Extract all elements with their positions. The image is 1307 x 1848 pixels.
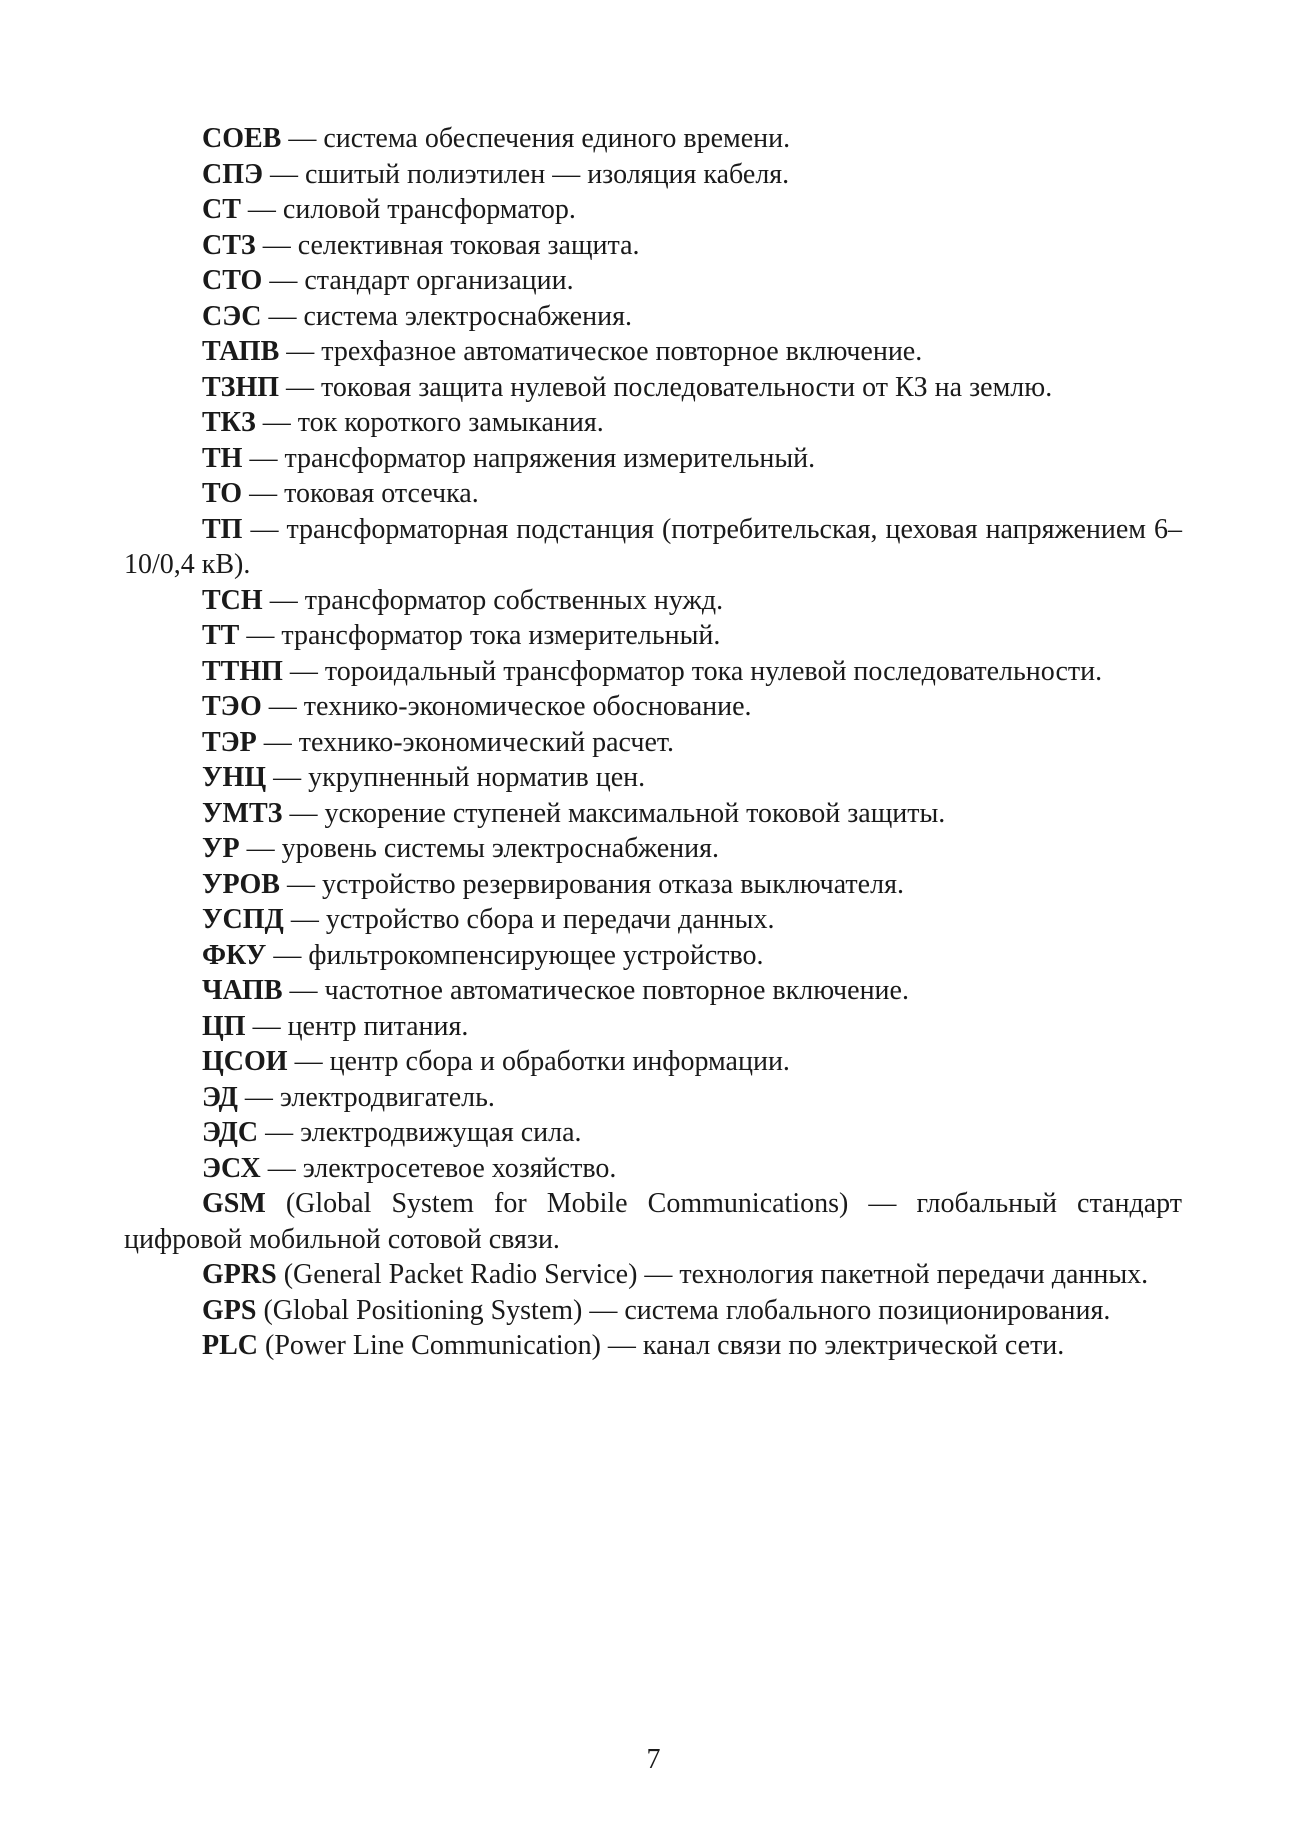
page-number: 7 [646, 1744, 661, 1775]
abbreviation-entry [124, 512, 1182, 583]
abbreviation-entry [124, 1257, 1182, 1293]
abbreviation-term: PLC [202, 1330, 258, 1361]
abbreviation-entry [124, 1328, 1182, 1364]
abbreviation-term: ТО [202, 478, 243, 509]
abbreviation-definition: — центр сбора и обработки информации. [287, 1046, 790, 1077]
abbreviation-entry [124, 902, 1182, 938]
abbreviation-definition: — ускорение ступеней максимальной токовой защиты. [282, 797, 946, 829]
abbreviation-definition: — частотное автоматическое повторное включение. [282, 975, 909, 1006]
abbreviation-entry [124, 476, 1182, 512]
abbreviation-term: УРОВ [202, 868, 280, 900]
abbreviation-term: ТЭО [202, 691, 262, 722]
abbreviation-definition: — трансформатор напряжения измерительный. [242, 442, 816, 474]
abbreviation-definition: — система обеспечения единого времени. [281, 123, 791, 154]
abbreviation-term: ЭДС [202, 1117, 259, 1148]
abbreviation-entry [124, 1115, 1182, 1151]
abbreviation-entry [124, 192, 1182, 228]
abbreviation-term: GSM [202, 1188, 266, 1219]
abbreviation-definition: — трансформаторная подстанция (потребительская, цеховая напряжением 6–10/0,4 кВ). [124, 513, 1182, 580]
abbreviation-entry [124, 938, 1182, 974]
abbreviation-term: СЭС [202, 300, 262, 332]
abbreviation-entry [124, 334, 1182, 370]
abbreviation-entry [124, 796, 1182, 832]
abbreviation-term: УР [202, 833, 240, 864]
abbreviation-definition: — ток короткого замыкания. [255, 407, 604, 438]
abbreviation-term: ФКУ [202, 939, 267, 971]
abbreviation-entry [124, 1009, 1182, 1045]
abbreviation-term: ТЭР [202, 726, 257, 758]
abbreviation-term: ЦСОИ [202, 1046, 288, 1077]
abbreviation-definition: — сшитый полиэтилен — изоляция кабеля. [263, 158, 790, 190]
abbreviation-entry [124, 618, 1182, 654]
abbreviation-definition: — устройство сбора и передачи данных. [283, 904, 775, 935]
abbreviation-term: СТО [202, 265, 263, 296]
abbreviation-definition: — центр питания. [245, 1010, 469, 1042]
abbreviation-list [124, 121, 1182, 1364]
abbreviation-entry [124, 228, 1182, 264]
abbreviation-definition: — токовая защита нулевой последовательности от КЗ на землю. [279, 371, 1053, 403]
abbreviation-term: ТП [202, 513, 243, 545]
abbreviation-entry [124, 263, 1182, 299]
abbreviation-entry [124, 299, 1182, 335]
abbreviation-term: ТЗНП [202, 371, 280, 403]
abbreviation-definition: — стандарт организации. [262, 265, 574, 296]
abbreviation-definition: — фильтрокомпенсирующее устройство. [266, 939, 764, 971]
abbreviation-term: ЧАПВ [202, 975, 283, 1006]
abbreviation-entry [124, 370, 1182, 406]
abbreviation-definition: — технико-экономический расчет. [256, 726, 675, 758]
abbreviation-term: ТКЗ [202, 407, 256, 438]
abbreviation-definition: — селективная токовая защита. [255, 229, 640, 261]
abbreviation-definition: — устройство резервирования отказа выключателя. [279, 868, 904, 900]
abbreviation-term: ТН [202, 442, 243, 474]
abbreviation-term: ТСН [202, 584, 263, 616]
abbreviation-definition: — силовой трансформатор. [240, 194, 576, 225]
abbreviation-entry [124, 1293, 1182, 1329]
abbreviation-definition: (Global System for Mobile Communications) — глобальный стандарт цифровой мобильной сотовой связи. [124, 1188, 1182, 1255]
abbreviation-entry [124, 725, 1182, 761]
abbreviation-definition: — уровень системы электроснабжения. [239, 833, 719, 864]
abbreviation-definition: (General Packet Radio Service) — технология пакетной передачи данных. [276, 1259, 1149, 1290]
abbreviation-term: СТЗ [202, 229, 256, 261]
abbreviation-term: ТТНП [202, 655, 283, 687]
abbreviation-definition: — трехфазное автоматическое повторное включение. [279, 336, 923, 367]
abbreviation-entry [124, 760, 1182, 796]
abbreviation-term: УНЦ [202, 762, 267, 793]
abbreviation-definition: — технико-экономическое обоснование. [261, 691, 752, 722]
abbreviation-entry [124, 654, 1182, 690]
abbreviation-entry [124, 689, 1182, 725]
abbreviation-entry [124, 121, 1182, 157]
abbreviation-term: СПЭ [202, 158, 263, 190]
abbreviation-definition: — электросетевое хозяйство. [260, 1152, 617, 1184]
abbreviation-definition: — укрупненный норматив цен. [266, 762, 646, 793]
abbreviation-term: СТ [202, 194, 241, 225]
abbreviation-definition: — токовая отсечка. [242, 478, 479, 509]
abbreviation-term: ЭСХ [202, 1152, 261, 1184]
abbreviation-entry [124, 405, 1182, 441]
abbreviation-term: УСПД [202, 904, 284, 935]
abbreviation-entry [124, 583, 1182, 619]
abbreviation-entry [124, 1186, 1182, 1257]
abbreviation-definition: (Power Line Communication) — канал связи по электрической сети. [258, 1330, 1065, 1361]
abbreviation-entry [124, 157, 1182, 193]
abbreviation-definition: — тороидальный трансформатор тока нулевой последовательности. [282, 655, 1103, 687]
abbreviation-definition: — электродвигатель. [237, 1081, 495, 1113]
abbreviation-entry [124, 1080, 1182, 1116]
abbreviation-definition: — система электроснабжения. [261, 300, 632, 332]
abbreviation-entry [124, 1151, 1182, 1187]
abbreviation-term: ТТ [202, 620, 240, 651]
abbreviation-term: GPS [202, 1294, 257, 1326]
abbreviation-definition: — трансформатор тока измерительный. [239, 620, 721, 651]
abbreviation-term: ЭД [202, 1081, 238, 1113]
abbreviation-term: GPRS [202, 1259, 277, 1290]
abbreviation-definition: — электродвижущая сила. [258, 1117, 582, 1148]
abbreviation-term: СОЕВ [202, 123, 282, 154]
abbreviation-term: УМТЗ [202, 797, 283, 829]
abbreviation-entry [124, 831, 1182, 867]
abbreviation-entry [124, 441, 1182, 477]
abbreviation-definition: (Global Positioning System) — система глобального позиционирования. [256, 1294, 1111, 1326]
abbreviation-entry [124, 867, 1182, 903]
abbreviation-entry [124, 973, 1182, 1009]
abbreviation-term: ТАПВ [202, 336, 280, 367]
abbreviation-definition: — трансформатор собственных нужд. [262, 584, 724, 616]
abbreviation-term: ЦП [202, 1010, 246, 1042]
abbreviation-entry [124, 1044, 1182, 1080]
